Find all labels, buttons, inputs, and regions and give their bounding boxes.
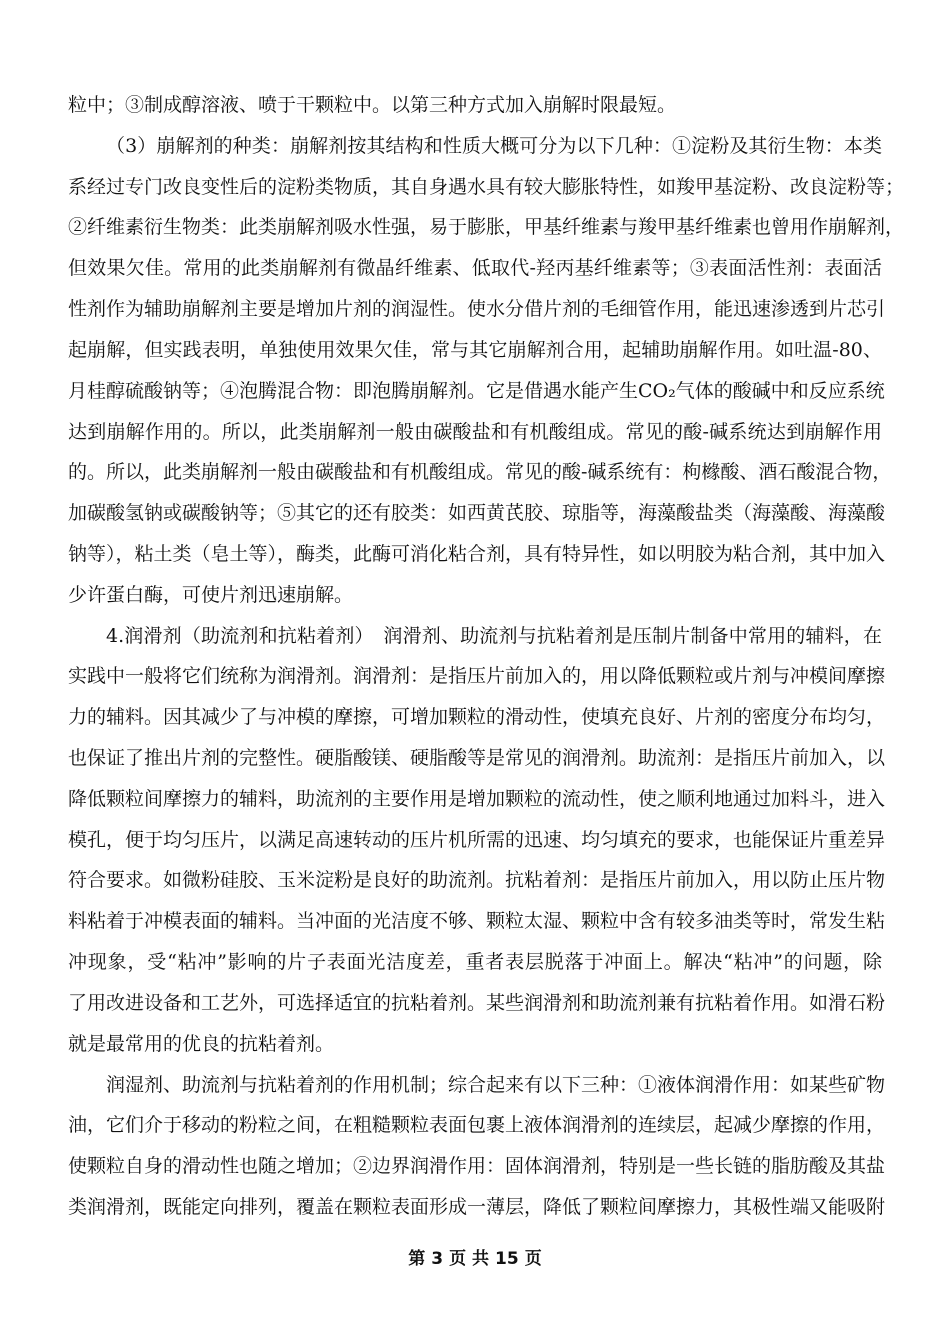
text-line: 也保证了推出片剂的完整性。硬脂酸镁、硬脂酸等是常见的润滑剂。助流剂：是指压片前加入，以 <box>68 747 886 769</box>
footer-middle: 页 共 <box>449 1249 490 1269</box>
text-line: 使颗粒自身的滑动性也随之增加；②边界润滑作用：固体润滑剂，特别是一些长链的脂肪酸及其盐 <box>68 1155 886 1177</box>
text-line: 实践中一般将它们统称为润滑剂。润滑剂：是指压片前加入的，用以降低颗粒或片剂与冲模间摩擦 <box>68 665 886 687</box>
footer-page-number: 3 <box>431 1249 444 1269</box>
text-line: 料粘着于冲模表面的辅料。当冲面的光洁度不够、颗粒太湿、颗粒中含有较多油类等时，常发生粘 <box>68 910 886 932</box>
text-line: 达到崩解作用的。所以，此类崩解剂一般由碳酸盐和有机酸组成。常见的酸-碱系统达到崩解作用 <box>68 421 882 443</box>
text-line: 月桂醇硫酸钠等；④泡腾混合物：即泡腾崩解剂。它是借遇水能产生CO₂气体的酸碱中和反应系统 <box>68 380 885 402</box>
text-line: 降低颗粒间摩擦力的辅料，助流剂的主要作用是增加颗粒的流动性，使之顺利地通过加料斗，进入 <box>68 788 886 810</box>
text-line: 油，它们介于移动的粉粒之间，在粗糙颗粒表面包裹上液体润滑剂的连续层，起减少摩擦的作用， <box>68 1114 886 1136</box>
text-line: 的。所以，此类崩解剂一般由碳酸盐和有机酸组成。常见的酸-碱系统有：枸橼酸、酒石酸混合物， <box>68 461 892 483</box>
text-line: 模孔，便于均匀压片，以满足高速转动的压片机所需的迅速、均匀填充的要求，也能保证片重差异 <box>68 829 886 851</box>
text-line: 冲现象，受“粘冲”影响的片子表面光洁度差，重者表层脱落于冲面上。解决“粘冲”的问题，除 <box>68 951 882 973</box>
text-line: 符合要求。如微粉硅胶、玉米淀粉是良好的助流剂。抗粘着剂：是指压片前加入，用以防止压片物 <box>68 869 886 891</box>
footer-prefix: 第 <box>408 1249 426 1269</box>
text-line: 少许蛋白酶，可使片剂迅速崩解。 <box>68 584 354 606</box>
text-line: 加碳酸氢钠或碳酸钠等；⑤其它的还有胶类：如西黄芪胶、琼脂等，海藻酸盐类（海藻酸、海藻酸 <box>68 502 886 524</box>
text-line: 了用改进设备和工艺外，可选择适宜的抗粘着剂。某些润滑剂和助流剂兼有抗粘着作用。如滑石粉 <box>68 992 886 1014</box>
text-line: 润湿剂、助流剂与抗粘着剂的作用机制；综合起来有以下三种：①液体润滑作用：如某些矿物 <box>106 1074 886 1096</box>
text-line: 力的辅料。因其减少了与冲模的摩擦，可增加颗粒的滑动性，使填充良好、片剂的密度分布均匀， <box>68 706 886 728</box>
text-line: 系经过专门改良变性后的淀粉类物质，其自身遇水具有较大膨胀特性，如羧甲基淀粉、改良淀粉等； <box>68 176 905 198</box>
text-line: （3）崩解剂的种类：崩解剂按其结构和性质大概可分为以下几种：①淀粉及其衍生物：本类 <box>106 135 882 157</box>
text-line: 就是最常用的优良的抗粘着剂。 <box>68 1033 335 1055</box>
text-line: 但效果欠佳。常用的此类崩解剂有微晶纤维素、低取代-羟丙基纤维素等；③表面活性剂：表面活 <box>68 257 882 279</box>
footer-total-pages: 15 <box>495 1249 519 1269</box>
page-footer <box>0 1244 950 1269</box>
text-line: 钠等），粘土类（皂土等），酶类，此酶可消化粘合剂，具有特异性，如以明胶为粘合剂，其中加入 <box>68 543 886 565</box>
footer-suffix: 页 <box>524 1249 542 1269</box>
text-line: ②纤维素衍生物类：此类崩解剂吸水性强，易于膨胀，甲基纤维素与羧甲基纤维素也曾用作崩解剂， <box>68 216 905 238</box>
text-line: 性剂作为辅助崩解剂主要是增加片剂的润湿性。使水分借片剂的毛细管作用，能迅速渗透到片芯引 <box>68 298 886 320</box>
text-line: 4.润滑剂（助流剂和抗粘着剂） 润滑剂、助流剂与抗粘着剂是压制片制备中常用的辅料，在 <box>106 625 882 647</box>
text-line: 起崩解，但实践表明，单独使用效果欠佳，常与其它崩解剂合用，起辅助崩解作用。如吐温-80、 <box>68 339 882 361</box>
text-line: 类润滑剂，既能定向排列，覆盖在颗粒表面形成一薄层，降低了颗粒间摩擦力，其极性端又能吸附 <box>68 1196 886 1218</box>
text-line: 粒中；③制成醇溶液、喷于干颗粒中。以第三种方式加入崩解时限最短。 <box>68 94 677 116</box>
